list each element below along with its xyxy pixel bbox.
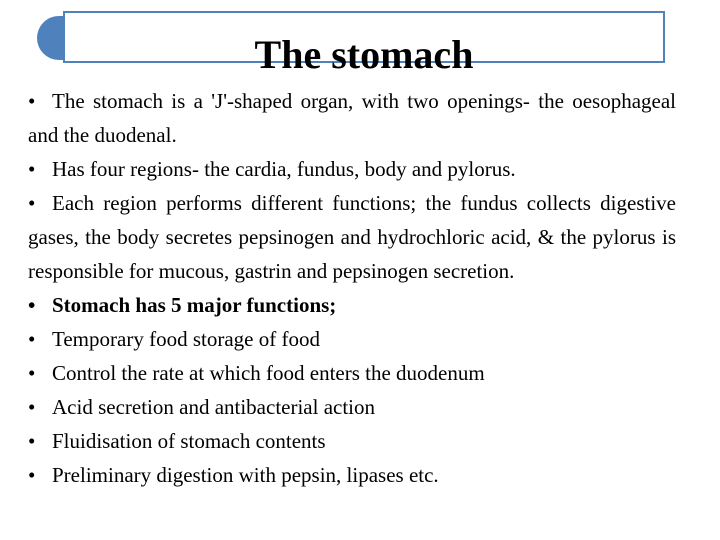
bullet-icon: • — [28, 361, 36, 385]
function-item — [28, 390, 676, 424]
bullet-icon: • — [28, 395, 36, 419]
bullet-icon: • — [28, 327, 36, 351]
bullet-icon: • — [28, 157, 36, 181]
bullet-icon: • — [28, 89, 36, 113]
bullet-paragraph — [28, 186, 676, 288]
bullet-icon: • — [28, 429, 36, 453]
function-item — [28, 458, 676, 492]
functions-heading: Stomach has 5 major functions; — [52, 293, 337, 317]
function-text: Control the rate at which food enters the duodenum — [52, 361, 485, 385]
bullet-paragraph — [28, 152, 676, 186]
slide-title: The stomach — [254, 32, 474, 77]
title-box — [63, 11, 665, 77]
function-item — [28, 322, 676, 356]
paragraph-text: Each region performs different functions; the fundus collects digestive gases, the body secretes pepsinogen and hydrochloric acid, & the pylorus is responsible for mucous, gastrin and pepsinogen secretion. — [28, 191, 676, 283]
function-text: Preliminary digestion with pepsin, lipases etc. — [52, 463, 439, 487]
functions-heading-item — [28, 288, 676, 322]
slide-body — [28, 84, 676, 492]
paragraph-text: Has four regions- the cardia, fundus, body and pylorus. — [52, 157, 516, 181]
paragraph-text: The stomach is a 'J'-shaped organ, with two openings- the oesophageal and the duodenal. — [28, 89, 676, 147]
bullet-paragraph — [28, 84, 676, 152]
function-text: Temporary food storage of food — [52, 327, 320, 351]
function-item — [28, 356, 676, 390]
function-text: Fluidisation of stomach contents — [52, 429, 326, 453]
function-text: Acid secretion and antibacterial action — [52, 395, 376, 419]
function-item — [28, 424, 676, 458]
bullet-icon: • — [28, 293, 36, 317]
bullet-icon: • — [28, 191, 36, 215]
bullet-icon: • — [28, 463, 36, 487]
